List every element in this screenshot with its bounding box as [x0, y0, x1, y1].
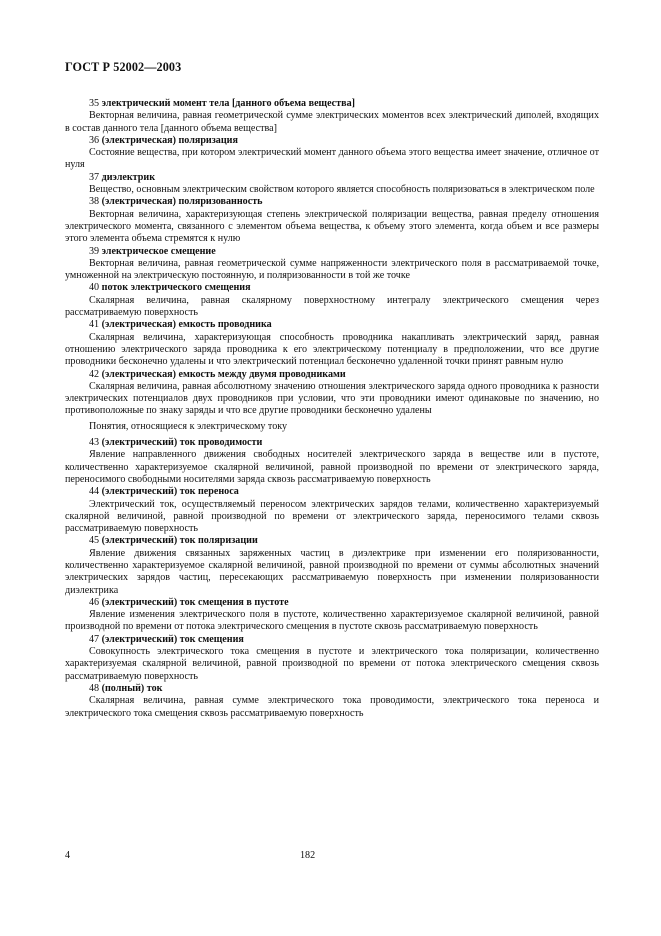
term-definition: Электрический ток, осуществляемый переносом электрических зарядов телами, количественно характеризуемый скалярной величиной, равной производной по времени от электрического заряда, переносимого телами сквозь рассматриваемую поверхность — [65, 498, 599, 535]
definition-entry — [65, 172, 599, 197]
term-name: (электрический) ток смещения — [101, 633, 244, 645]
term-definition: Скалярная величина, равная скалярному поверхностному интегралу электрического смещения через рассматриваемую поверхность — [65, 294, 599, 319]
definition-entry — [65, 535, 599, 596]
definition-entry — [65, 135, 599, 172]
term-number: 38 — [89, 196, 100, 208]
definition-entry — [65, 369, 599, 418]
definition-entry — [65, 437, 599, 486]
term-number: 44 — [89, 486, 100, 498]
term-number: 43 — [89, 437, 100, 449]
definition-entry — [65, 634, 599, 683]
term-number: 40 — [89, 282, 100, 294]
term-line — [65, 437, 599, 449]
term-number: 37 — [89, 171, 100, 183]
term-definition: Скалярная величина, характеризующая способность проводника накапливать электрический заряд, равная отношению электрического заряда проводника к его электрическому потенциалу в предположении, что все другие проводники бесконечно удалены и что электрический потенциал бесконечно удаленной точки принят равным нулю — [65, 331, 599, 368]
term-line — [65, 597, 599, 609]
term-line — [65, 196, 599, 208]
term-definition: Векторная величина, равная геометрической сумме напряженности электрического поля в рассматриваемой точке, умноженной на электрическую постоянную, и поляризованности в той же точке — [65, 257, 599, 282]
term-line — [65, 486, 599, 498]
term-line — [65, 135, 599, 147]
term-definition: Состояние вещества, при котором электрический момент данного объема этого вещества имеет значение, отличное от нуля — [65, 147, 599, 171]
definitions-block-1 — [65, 98, 599, 418]
term-name: (электрическая) поляризация — [101, 134, 238, 146]
term-number: 42 — [89, 368, 100, 380]
term-definition: Векторная величина, равная геометрической сумме электрических моментов всех электрический диполей, входящих в состав данного тела [данного объема вещества] — [65, 110, 599, 134]
term-name: (электрический) ток проводимости — [101, 437, 263, 449]
term-line — [65, 98, 599, 110]
term-line — [65, 246, 599, 258]
term-name: поток электрического смещения — [101, 282, 251, 294]
term-line — [65, 634, 599, 646]
term-line — [65, 282, 599, 294]
term-number: 36 — [89, 134, 100, 146]
term-line — [65, 319, 599, 331]
document-body — [65, 98, 599, 720]
page-number-center: 182 — [300, 850, 316, 861]
term-number: 45 — [89, 535, 100, 547]
term-line — [65, 683, 599, 695]
term-number: 39 — [89, 245, 100, 257]
definition-entry — [65, 319, 599, 368]
term-number: 35 — [89, 98, 100, 109]
definition-entry — [65, 246, 599, 283]
term-name: диэлектрик — [101, 171, 156, 183]
term-line — [65, 369, 599, 381]
term-name: (полный) ток — [101, 682, 163, 694]
page-number-left: 4 — [65, 850, 71, 861]
term-number: 41 — [89, 319, 100, 331]
term-definition: Скалярная величина, равная абсолютному значению отношения электрического заряда одного проводника к разности электрических потенциалов двух проводников при условии, что эти проводники имеют одинаковые по значению, но противоположные по знаку заряды и что все другие проводники бесконечно удалены — [65, 380, 599, 417]
term-name: электрический момент тела [данного объема вещества] — [101, 98, 355, 109]
term-line — [65, 172, 599, 184]
definition-entry — [65, 683, 599, 720]
definition-entry — [65, 282, 599, 319]
term-definition: Скалярная величина, равная сумме электрического тока проводимости, электрического тока переноса и электрического тока смещения сквозь рассматриваемую поверхность — [65, 695, 599, 719]
term-definition: Явление движения связанных заряженных частиц в диэлектрике при изменении его поляризованности, количественно характеризуемое скалярной величиной, равной производной по времени от суммы абсолютных значений электрических зарядов частиц, пересекающих рассматриваемую поверхность при изменении поляризованности диэлектрика — [65, 547, 599, 596]
term-name: (электрическая) поляризованность — [101, 196, 263, 208]
term-definition: Совокупность электрического тока смещения в пустоте и электрического тока поляризации, количественно характеризуемая скалярной величиной, равной производной по времени от потока электрического смещения сквозь рассматриваемую поверхность — [65, 646, 599, 682]
document-header: ГОСТ Р 52002—2003 — [65, 60, 182, 74]
definitions-block-2 — [65, 437, 599, 720]
term-line — [65, 535, 599, 547]
term-number: 46 — [89, 596, 100, 608]
definition-entry — [65, 98, 599, 135]
term-definition: Вещество, основным электрическим свойством которого является способность поляризоваться в электрическом поле — [89, 184, 595, 196]
term-definition: Векторная величина, характеризующая степень электрической поляризации вещества, равная пределу отношения электрического момента, связанного с элементом объема вещества, к объему этого элемента, когда объем и все размеры этого элемента объема стремятся к нулю — [65, 208, 599, 245]
term-name: электрическое смещение — [101, 245, 216, 257]
definition-entry — [65, 196, 599, 245]
term-name: (электрический) ток переноса — [101, 486, 239, 498]
definition-entry — [65, 597, 599, 634]
term-name: (электрическая) емкость между двумя проводниками — [101, 368, 346, 380]
section-heading: Понятия, относящиеся к электрическому току — [89, 420, 288, 432]
term-definition: Явление направленного движения свободных носителей электрического заряда в веществе или в пустоте, количественно характеризуемое скалярной величиной, равной производной по времени от электрического заряда, переносимого свободными носителями заряда сквозь рассматриваемую поверхность — [65, 449, 599, 485]
term-number: 48 — [89, 682, 100, 694]
term-name: (электрический) ток смещения в пустоте — [101, 596, 289, 608]
term-name: (электрический) ток поляризации — [101, 535, 258, 547]
term-definition: Явление изменения электрического поля в пустоте, количественно характеризуемое скалярной величиной, равной производной по времени от потока электрического смещения в пустоте сквозь рассматриваемую поверхность — [65, 609, 599, 633]
term-number: 47 — [89, 633, 100, 645]
term-name: (электрическая) емкость проводника — [101, 319, 272, 331]
definition-entry — [65, 486, 599, 535]
